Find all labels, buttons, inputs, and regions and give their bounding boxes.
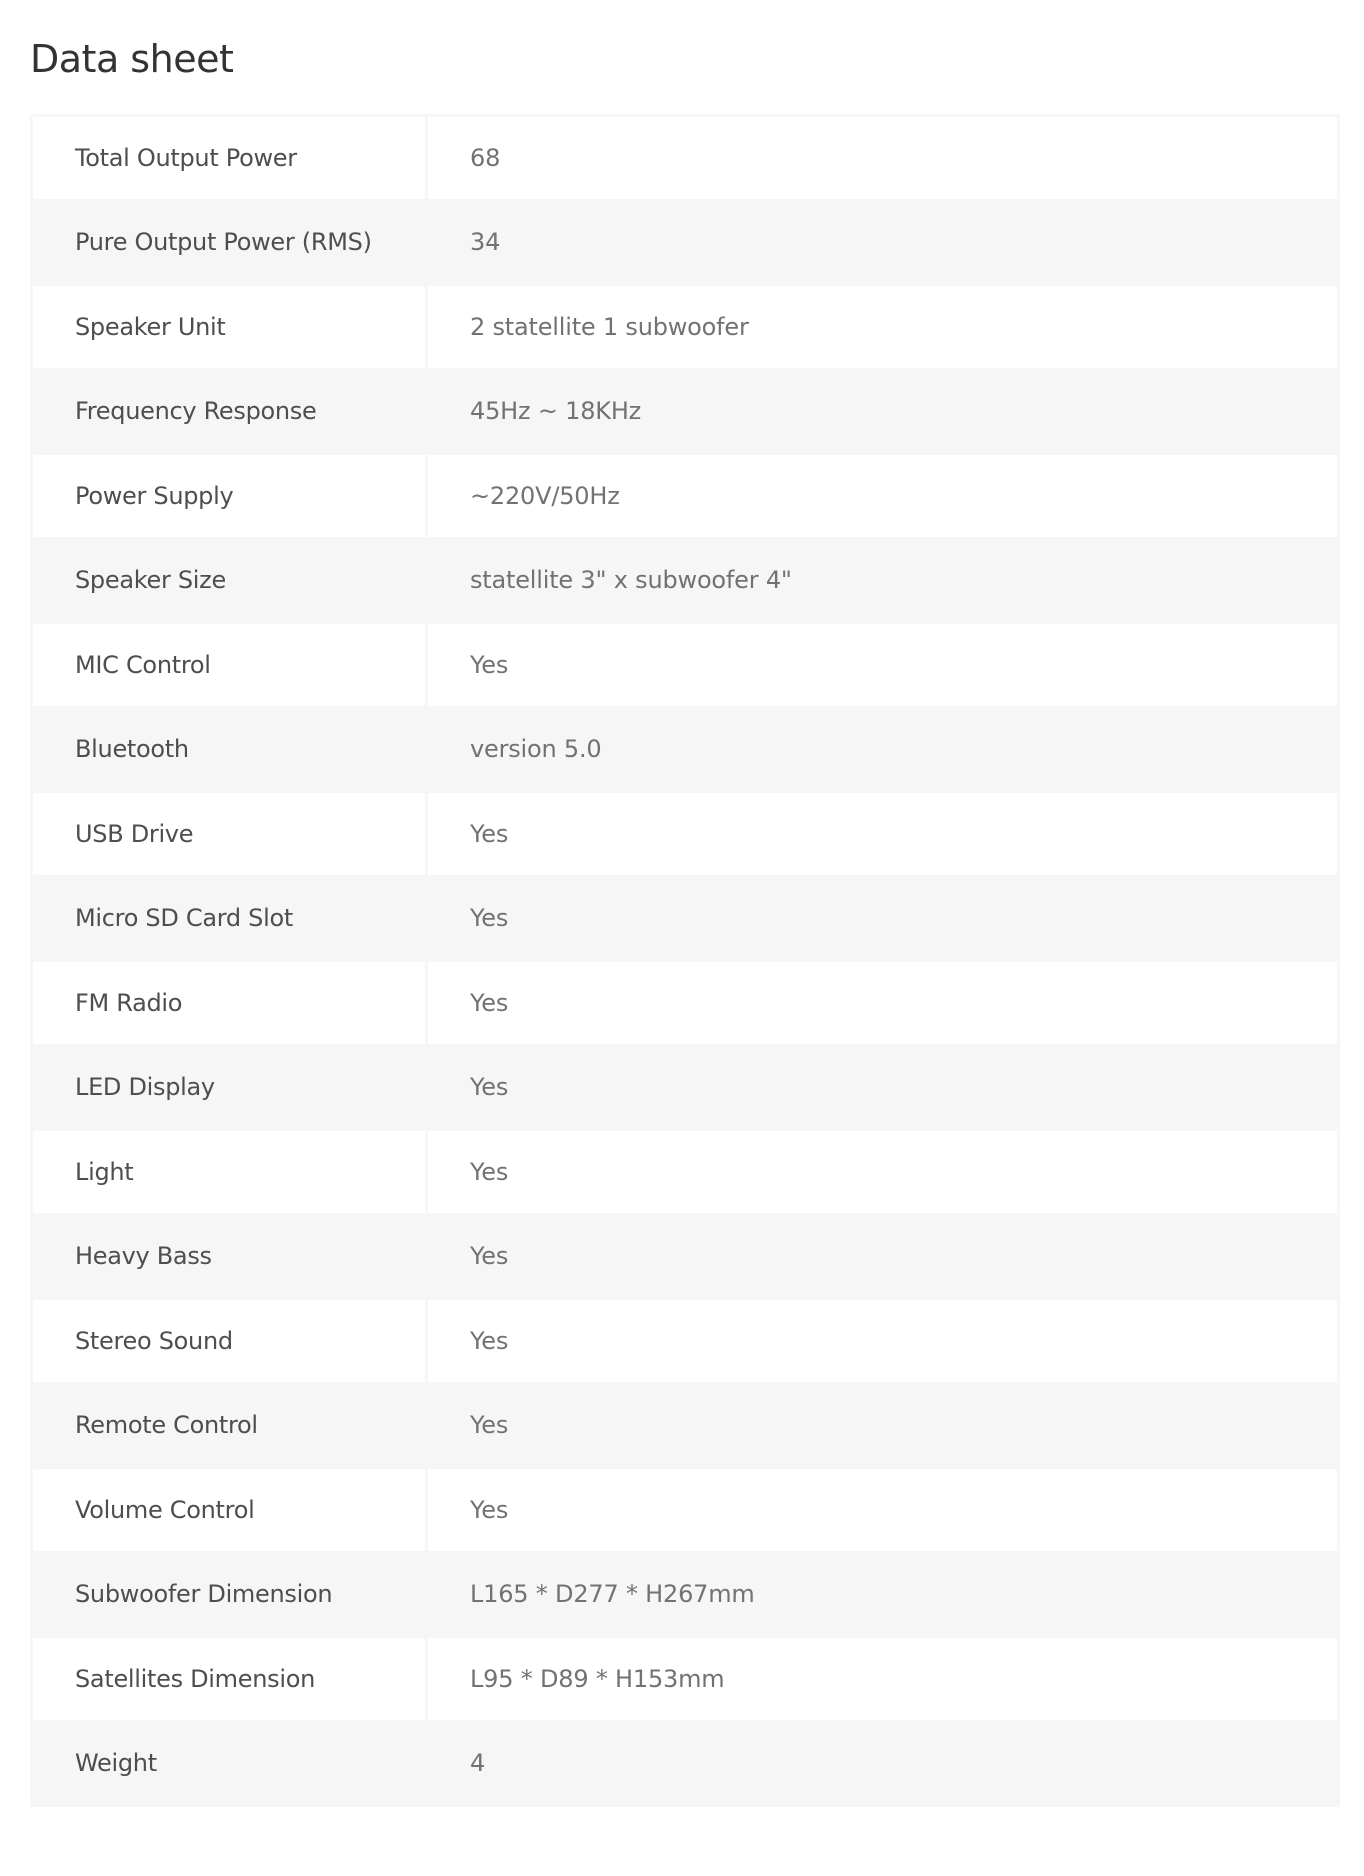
spec-name: FM Radio	[33, 962, 425, 1044]
spec-value: Yes	[428, 1469, 1337, 1551]
spec-name: USB Drive	[33, 793, 425, 875]
spec-name: Pure Output Power (RMS)	[33, 202, 425, 284]
table-row	[33, 1554, 1337, 1636]
table-row	[33, 286, 1337, 368]
spec-name: Light	[33, 1131, 425, 1213]
spec-value: Yes	[428, 1300, 1337, 1382]
section-title: Data sheet	[30, 37, 234, 81]
spec-name: Weight	[33, 1723, 425, 1805]
spec-name: Stereo Sound	[33, 1300, 425, 1382]
spec-value: 4	[428, 1723, 1337, 1805]
spec-value: L165 * D277 * H267mm	[428, 1554, 1337, 1636]
spec-value: Yes	[428, 878, 1337, 960]
spec-value: ~220V/50Hz	[428, 455, 1337, 537]
table-row	[33, 1469, 1337, 1551]
spec-value: Yes	[428, 1385, 1337, 1467]
spec-name: Speaker Unit	[33, 286, 425, 368]
table-row	[33, 1131, 1337, 1213]
spec-value: Yes	[428, 624, 1337, 706]
spec-name: Bluetooth	[33, 709, 425, 791]
data-sheet-section	[30, 0, 1340, 1807]
table-row	[33, 371, 1337, 453]
table-row	[33, 709, 1337, 791]
spec-name: Frequency Response	[33, 371, 425, 453]
table-row	[33, 202, 1337, 284]
spec-value: Yes	[428, 1131, 1337, 1213]
spec-value: Yes	[428, 1047, 1337, 1129]
spec-name: Power Supply	[33, 455, 425, 537]
spec-name: Remote Control	[33, 1385, 425, 1467]
spec-name: Heavy Bass	[33, 1216, 425, 1298]
spec-name: Total Output Power	[33, 117, 425, 199]
table-row	[33, 1385, 1337, 1467]
table-row	[33, 1723, 1337, 1805]
spec-value: L95 * D89 * H153mm	[428, 1638, 1337, 1720]
spec-value: 45Hz ~ 18KHz	[428, 371, 1337, 453]
spec-name: Satellites Dimension	[33, 1638, 425, 1720]
table-row	[33, 878, 1337, 960]
table-row	[33, 540, 1337, 622]
spec-name: MIC Control	[33, 624, 425, 706]
spec-name: Micro SD Card Slot	[33, 878, 425, 960]
spec-value: Yes	[428, 793, 1337, 875]
table-row	[33, 1300, 1337, 1382]
data-sheet-body	[33, 117, 1337, 1804]
table-row	[33, 624, 1337, 706]
spec-value: 68	[428, 117, 1337, 199]
spec-value: version 5.0	[428, 709, 1337, 791]
table-row	[33, 1216, 1337, 1298]
table-row	[33, 1638, 1337, 1720]
data-sheet-table	[30, 114, 1340, 1807]
table-row	[33, 962, 1337, 1044]
table-row	[33, 793, 1337, 875]
spec-value: Yes	[428, 962, 1337, 1044]
spec-value: Yes	[428, 1216, 1337, 1298]
table-row	[33, 455, 1337, 537]
spec-name: Speaker Size	[33, 540, 425, 622]
table-row	[33, 117, 1337, 199]
spec-value: 34	[428, 202, 1337, 284]
spec-name: LED Display	[33, 1047, 425, 1129]
spec-value: statellite 3" x subwoofer 4"	[428, 540, 1337, 622]
table-row	[33, 1047, 1337, 1129]
spec-name: Volume Control	[33, 1469, 425, 1551]
spec-value: 2 statellite 1 subwoofer	[428, 286, 1337, 368]
spec-name: Subwoofer Dimension	[33, 1554, 425, 1636]
